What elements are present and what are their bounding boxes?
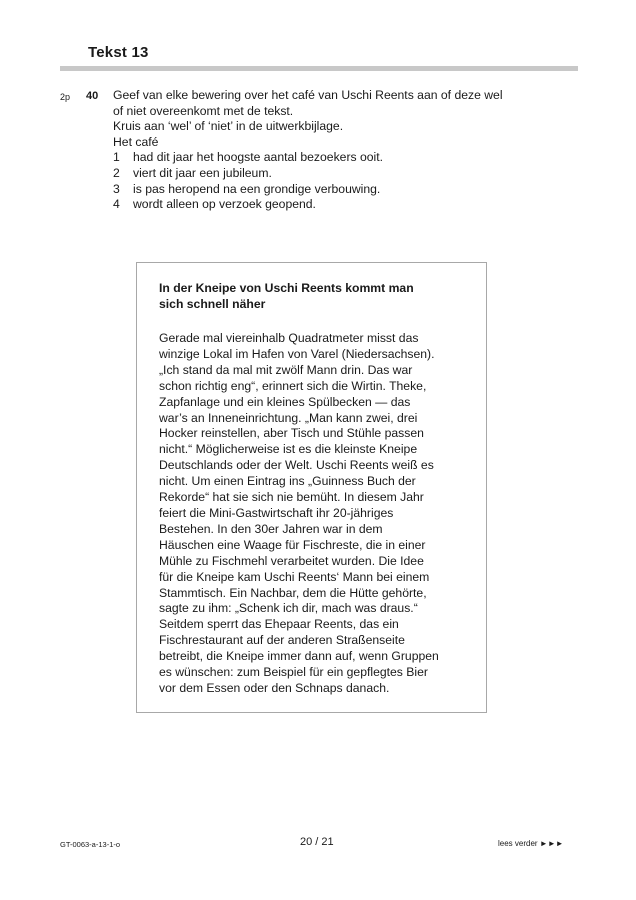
question-line: Geef van elke bewering over het café van Uschi Reents aan of deze wel: [113, 88, 503, 102]
question-line: Het café: [113, 134, 159, 149]
article-title: [159, 280, 469, 312]
article-line: betreibt, die Kneipe immer dann auf, wenn Gruppen: [159, 649, 439, 664]
article-line: Bestehen. In den 30er Jahren war in dem: [159, 521, 383, 536]
statement-text: is pas heropend na een grondige verbouwing.: [133, 181, 381, 196]
statement-item: [113, 150, 563, 166]
article-line: sagte zu ihm: „Schenk ich dir, mach was draus.“: [159, 601, 418, 616]
article-line: nicht. Um einen Eintrag ins „Guinness Buch der: [159, 474, 416, 489]
article-box: [136, 262, 487, 713]
header-rule: [60, 66, 578, 71]
article-line: Seitdem sperrt das Ehepaar Reents, das ein: [159, 617, 399, 632]
article-line: schon richtig eng“, erinnert sich die Wirtin. Theke,: [159, 378, 427, 393]
article-line: Zapfanlage und ein kleines Spülbecken — das: [159, 394, 411, 409]
statement-text: wordt alleen op verzoek geopend.: [133, 197, 316, 212]
article-line: vor dem Essen oder den Schnaps danach.: [159, 680, 390, 695]
article-line: Rekorde“ hat sie sich nie bemüht. In diesem Jahr: [159, 490, 424, 505]
article-line: winzige Lokal im Hafen von Varel (Niedersachsen).: [159, 346, 435, 361]
article-line: war’s an Inneneinrichtung. „Man kann zwei, drei: [159, 410, 418, 425]
statement-list: [113, 150, 563, 212]
question-block: [113, 88, 563, 213]
question-number: 40: [86, 90, 99, 102]
statement-number: 3: [113, 181, 120, 196]
statement-text: viert dit jaar een jubileum.: [133, 165, 272, 180]
question-line: of niet overeenkomt met de tekst.: [113, 103, 294, 118]
statement-number: 2: [113, 165, 120, 180]
statement-number: 1: [113, 150, 120, 165]
article-title-line: In der Kneipe von Uschi Reents kommt man: [159, 281, 414, 295]
footer-code: GT-0063-a-13-1-o: [60, 840, 121, 849]
page-number: 20 / 21: [300, 836, 334, 848]
question-points: 2p: [60, 92, 71, 102]
article-line: Fischrestaurant auf der anderen Straßenseite: [159, 633, 405, 648]
question-line: Kruis aan ‘wel’ of ‘niet’ in de uitwerkbijlage.: [113, 119, 344, 134]
article-line: für die Kneipe kam Uschi Reents‘ Mann bei einem: [159, 569, 430, 584]
article-line: Hocker reinstellen, aber Tisch und Stühle passen: [159, 426, 424, 441]
article-line: Mühle zu Fischmehl verarbeitet wurden. Die Idee: [159, 553, 424, 568]
article-body: [159, 331, 477, 697]
article-line: es wünschen: zum Beispiel für ein gepflegtes Bier: [159, 665, 428, 680]
article-line: Stammtisch. Ein Nachbar, dem die Hütte gehörte,: [159, 585, 427, 600]
statement-number: 4: [113, 197, 120, 212]
statement-text: had dit jaar het hoogste aantal bezoekers ooit.: [133, 150, 384, 165]
article-line: feiert die Mini-Gastwirtschaft ihr 20-jähriges: [159, 505, 394, 520]
article-line: Deutschlands oder der Welt. Uschi Reents weiß es: [159, 458, 434, 473]
statement-item: [113, 182, 563, 198]
statement-item: [113, 197, 563, 213]
continue-indicator: lees verder ►►►: [498, 839, 564, 848]
statement-item: [113, 166, 563, 182]
article-line: nicht.“ Möglicherweise ist es die kleinste Kneipe: [159, 442, 418, 457]
article-line: „Ich stand da mal mit zwölf Mann drin. Das war: [159, 362, 413, 377]
article-title-line: sich schnell näher: [159, 297, 266, 311]
article-line: Häuschen eine Waage für Fischreste, die in einer: [159, 537, 426, 552]
article-line: Gerade mal viereinhalb Quadratmeter misst das: [159, 331, 419, 345]
section-title: Tekst 13: [88, 44, 149, 61]
